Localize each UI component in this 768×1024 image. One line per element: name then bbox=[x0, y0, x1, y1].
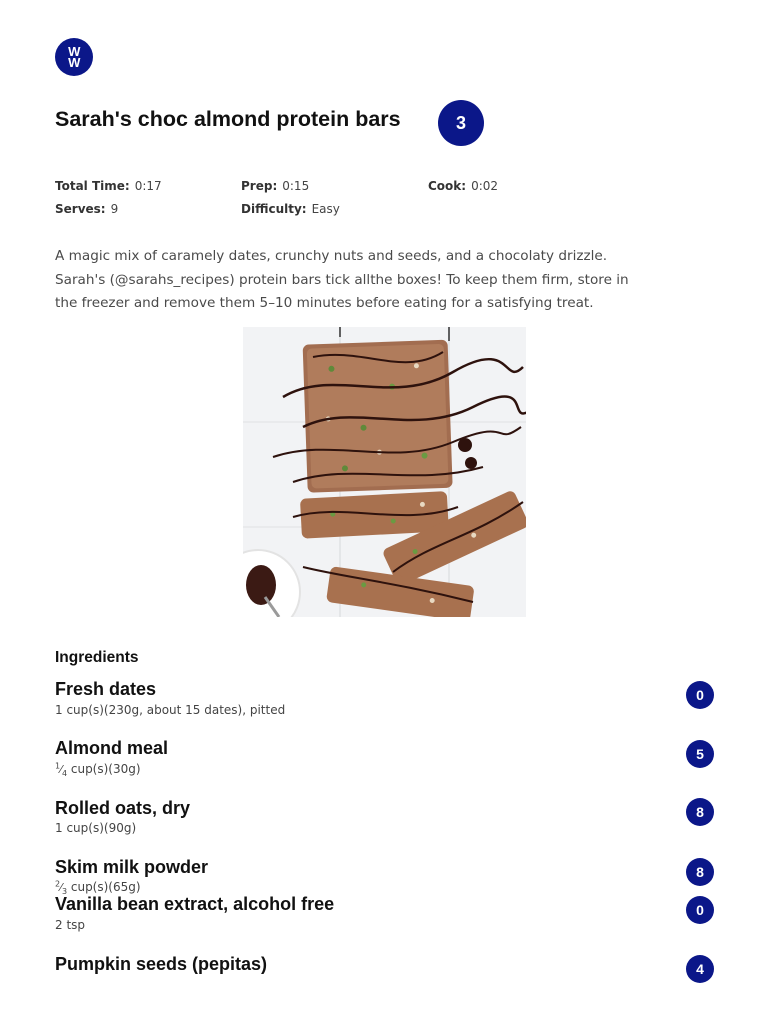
ingredient-points-badge: 8 bbox=[686, 798, 714, 826]
meta-total-time bbox=[55, 179, 162, 193]
fraction-numerator: 1 bbox=[55, 761, 61, 771]
protein-bars-illustration bbox=[243, 327, 526, 617]
ingredient-points-badge: 8 bbox=[686, 858, 714, 886]
ingredient-name: Pumpkin seeds (pepitas) bbox=[55, 954, 268, 974]
ingredient-name: Skim milk powder bbox=[55, 857, 209, 877]
meta-serves bbox=[55, 202, 118, 216]
ingredient-name: Fresh dates bbox=[55, 679, 157, 699]
ingredient-points-badge: 4 bbox=[686, 955, 714, 983]
ingredient-amount bbox=[55, 879, 141, 897]
fraction: $^1⁄_4$ bbox=[55, 761, 68, 779]
ingredient-amount-unit: cup(s)(30g) bbox=[70, 762, 141, 776]
ingredient-name: Rolled oats, dry bbox=[55, 798, 191, 818]
meta-total-time-value: 0:17 bbox=[134, 179, 162, 193]
ingredient-name: Vanilla bean extract, alcohol free bbox=[55, 894, 335, 914]
meta-prep-value: 0:15 bbox=[282, 179, 310, 193]
meta-difficulty-value: Easy bbox=[311, 202, 340, 216]
ww-logo bbox=[55, 38, 93, 76]
logo-letter-top: W bbox=[68, 44, 80, 59]
fraction: $^2⁄_3$ bbox=[55, 879, 68, 897]
meta-difficulty bbox=[241, 202, 340, 216]
ingredient-points-badge: 0 bbox=[686, 896, 714, 924]
meta-cook bbox=[428, 179, 498, 193]
recipe-photo bbox=[243, 327, 526, 617]
ingredient-amount-unit: cup(s)(65g) bbox=[70, 880, 141, 894]
recipe-title: Sarah's choc almond protein bars bbox=[55, 107, 401, 131]
meta-total-time-label: Total Time: bbox=[55, 179, 130, 193]
fraction-numerator: 2 bbox=[55, 879, 61, 889]
ingredient-points-badge: 5 bbox=[686, 740, 714, 768]
recipe-points-badge: 3 bbox=[438, 100, 484, 146]
ingredient-points-badge: 0 bbox=[686, 681, 714, 709]
logo-letter-bottom: W bbox=[68, 55, 80, 70]
meta-prep bbox=[241, 179, 309, 193]
meta-serves-value: 9 bbox=[110, 202, 119, 216]
ingredient-amount bbox=[55, 761, 141, 779]
meta-difficulty-label: Difficulty: bbox=[241, 202, 307, 216]
meta-cook-value: 0:02 bbox=[471, 179, 499, 193]
ingredient-amount: 1 cup(s)(230g, about 15 dates), pitted bbox=[55, 703, 286, 717]
ingredient-name: Almond meal bbox=[55, 738, 169, 758]
meta-cook-label: Cook: bbox=[428, 179, 467, 193]
fraction-denominator: 3 bbox=[61, 887, 68, 897]
ingredient-amount: 1 cup(s)(90g) bbox=[55, 821, 137, 835]
meta-prep-label: Prep: bbox=[241, 179, 278, 193]
ingredients-heading: Ingredients bbox=[55, 649, 139, 666]
recipe-description: A magic mix of caramely dates, crunchy nuts and seeds, and a chocolaty drizzle. Sarah's (@sarahs_recipes) protein bars tick allthe boxes! To keep them firm, store in the freezer and remove them 5–10 minutes before eating for a satisfying treat. bbox=[55, 248, 629, 311]
fraction-denominator: 4 bbox=[61, 769, 68, 779]
ingredient-amount: 2 tsp bbox=[55, 918, 86, 932]
meta-serves-label: Serves: bbox=[55, 202, 106, 216]
